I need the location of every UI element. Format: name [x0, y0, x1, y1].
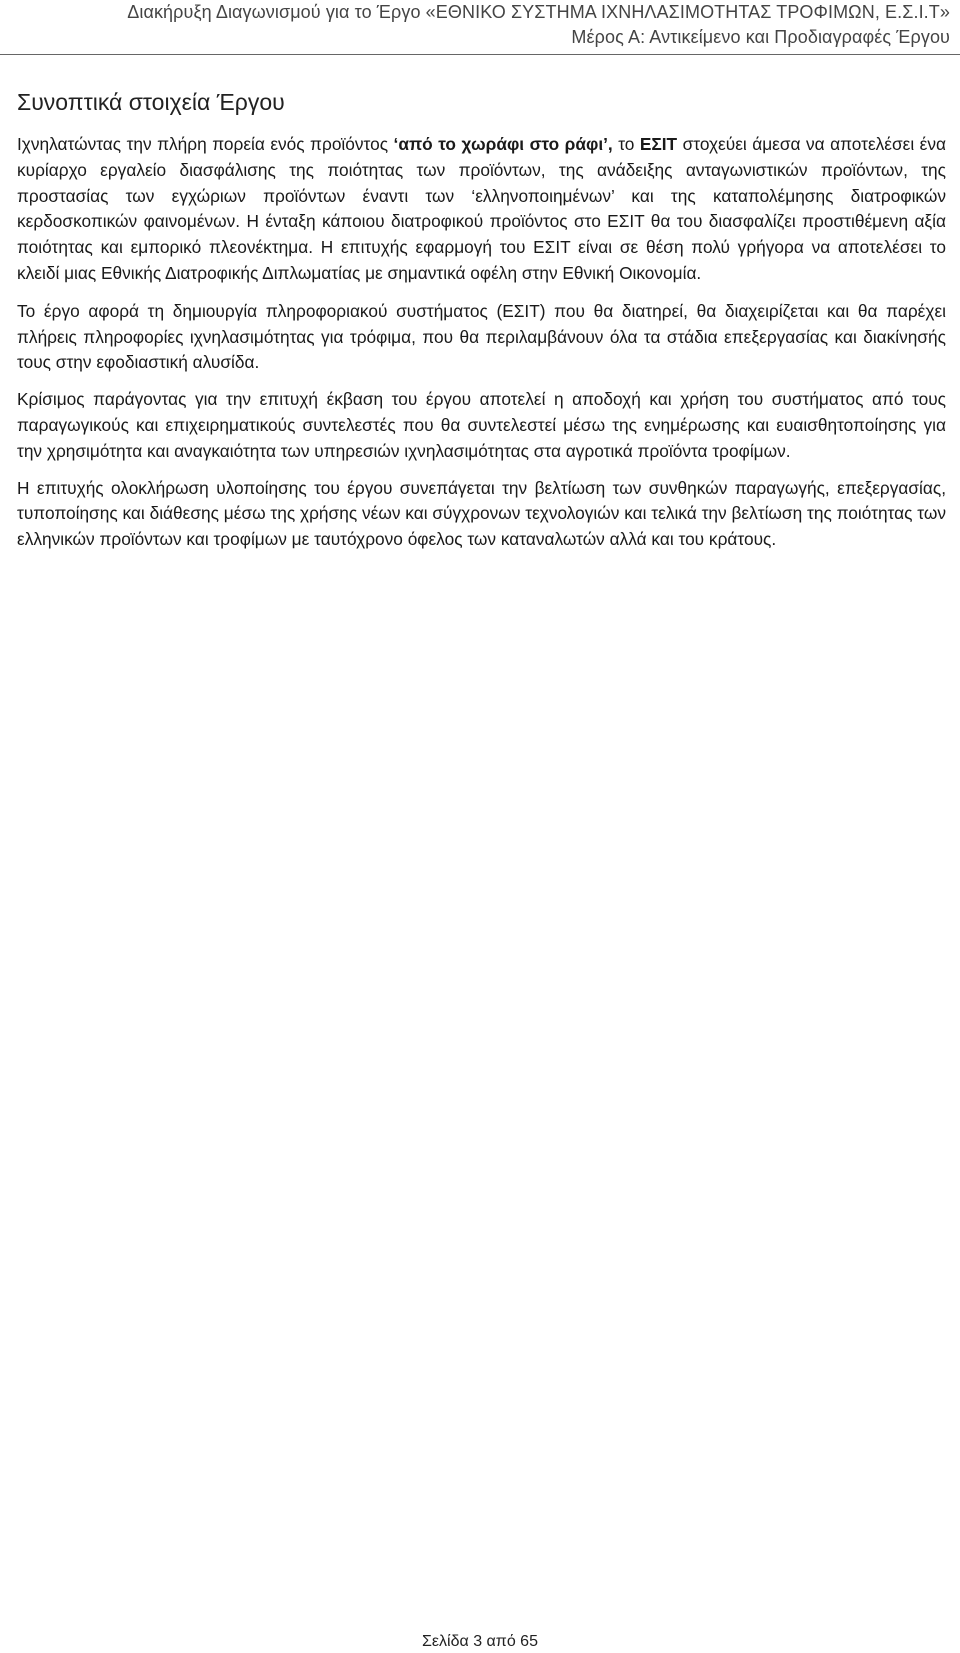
paragraph-system-scope: Το έργο αφορά τη δημιουργία πληροφοριακού συστήματος (ΕΣΙΤ) που θα διατηρεί, θα διαχειρίζεται και θα παρέχει πλήρεις πληροφορίες ιχνηλασιμότητας για τρόφιμα, που θα περιλαμβάνουν όλα τα στάδια επεξεργασίας και διακίνησής τους στην εφοδιαστική αλυσίδα.	[17, 300, 946, 373]
page-number: Σελίδα 3 από 65	[422, 1633, 538, 1650]
document-part-header: Μέρος Α: Αντικείμενο και Προδιαγραφές Έργου	[571, 27, 950, 47]
emphasis-farm-to-shelf: ‘από το χωράφι στο ράφι’,	[393, 134, 613, 154]
section-title: Συνοπτικά στοιχεία Έργου	[17, 89, 285, 115]
paragraph-expected-benefits: Η επιτυχής ολοκλήρωση υλοποίησης του έργου συνεπάγεται την βελτίωση των συνθηκών παραγωγής, επεξεργασίας, τυποποίησης και διάθεσης μέσω της χρήσης νέων και σύγχρονων τεχνολογιών και τελικά την βελτίωση της ποιότητας των ελληνικών προϊόντων και τροφίμων με ταυτόχρονο όφελος των καταναλωτών αλλά και του κράτους.	[17, 477, 946, 550]
paragraph-success-factor: Κρίσιμος παράγοντας για την επιτυχή έκβαση του έργου αποτελεί η αποδοχή και χρήση του συστήματος από τους παραγωγικούς και επιχειρηματικούς συντελεστές που θα συντελεστεί μέσω της ενημέρωσης και ευαισθητοποίησης για την χρησιμότητα και αναγκαιότητα των υπηρεσιών ιχνηλασιμότητας στα αγροτικά προϊόντα τροφίμων.	[17, 389, 946, 461]
paragraph-text: το	[612, 134, 640, 154]
emphasis-esit: ΕΣΙΤ	[639, 134, 678, 154]
paragraph-text: στοχεύει άμεσα να αποτελέσει ένα κυρίαρχο εργαλείο διασφάλισης της ποιότητας των προϊόντων, της ανάδειξης ανταγωνιστικών προϊόντων, της προστασίας των εγχώριων προϊόντων έναντι των ‘ελληνοποιημένων’ και της καταπολέμησης διατροφικών κερδοσκοπικών φαινομένων. Η ένταξη κάποιου διατροφικού προϊόντος στο ΕΣΙΤ θα του διασφαλίζει προστιθέμενη αξία ποιότητας και εμπορικό πλεονέκτημα. Η επιτυχής εφαρμογή του ΕΣΙΤ είναι σε θέση πολύ γρήγορα να αποτελέσει το κλειδί μιας Εθνικής Διατροφικής Διπλωματίας με σημαντικά οφέλη στην Εθνική Οικονομία.	[17, 134, 947, 283]
paragraph-text: Ιχνηλατώντας την πλήρη πορεία ενός προϊόντος	[17, 134, 394, 154]
document-title-header: Διακήρυξη Διαγωνισμού για το Έργο «ΕΘΝΙΚΟ ΣΥΣΤΗΜΑ ΙΧΝΗΛΑΣΙΜΟΤΗΤΑΣ ΤΡΟΦΙΜΩΝ, Ε.Σ.Ι.Τ»	[127, 2, 950, 22]
page-header	[0, 0, 960, 55]
paragraph-project-overview	[17, 132, 946, 287]
document-body	[17, 132, 946, 564]
